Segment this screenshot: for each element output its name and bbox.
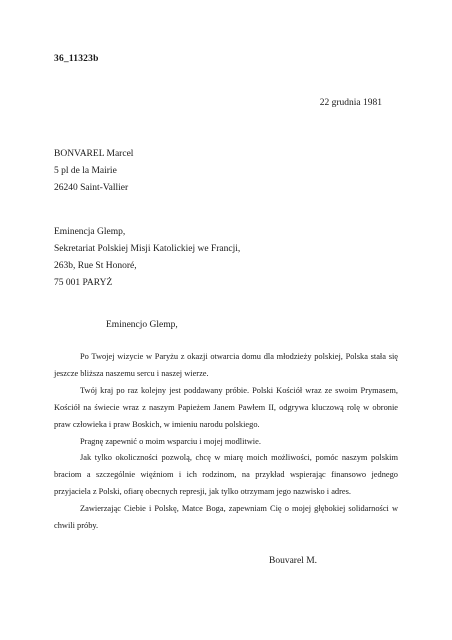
document-reference: 36_11323b: [54, 54, 99, 64]
sender-address: [54, 146, 133, 197]
sender-name: BONVAREL Marcel: [54, 149, 134, 159]
letter-body: [54, 349, 398, 535]
signature: Bouvarel M.: [269, 556, 318, 566]
paragraph: Po Twojej wizycie w Paryżu z okazji otwarcia domu dla młodzieży polskiej, Polska stała się jeszcze bliższa naszemu sercu i naszej wierze.: [54, 352, 398, 378]
letter-date: 22 grudnia 1981: [319, 98, 382, 108]
paragraph: Twój kraj po raz kolejny jest poddawany próbie. Polski Kościół wraz ze swoim Prymasem, Kościół na świecie wraz z naszym Papieżem Janem Pawłem II, odgrywa kluczową rolę w obronie praw człowieka i praw Boskich, w imieniu narodu polskiego.: [54, 385, 398, 429]
recipient-street: 263b, Rue St Honoré,: [54, 261, 137, 271]
sender-city: 26240 Saint-Vallier: [54, 183, 129, 193]
recipient-office: Sekretariat Polskiej Misji Katolickiej we Francji,: [54, 244, 241, 254]
paragraph: Jak tylko okoliczności pozwolą, chcę w miarę moich możliwości, pomóc naszym polskim braciom a szczególnie więźniom i ich rodzinom, na przykład wspierając finansowo jednego przyjaciela z Polski, ofiarę obecnych represji, jak tylko otrzymam jego nazwisko i adres.: [54, 453, 398, 497]
recipient-title: Eminencja Glemp,: [54, 227, 126, 237]
recipient-city: 75 001 PARYŻ: [54, 278, 113, 288]
recipient-address: [54, 224, 240, 292]
paragraph: Zawierzając Ciebie i Polskę, Matce Boga, zapewniam Cię o mojej głębokiej solidarności w chwili próby.: [54, 504, 398, 531]
salutation: Eminencjo Glemp,: [106, 320, 178, 330]
paragraph: Pragnę zapewnić o moim wsparciu i mojej modlitwie.: [80, 436, 261, 446]
sender-street: 5 pl de la Mairie: [54, 166, 117, 176]
